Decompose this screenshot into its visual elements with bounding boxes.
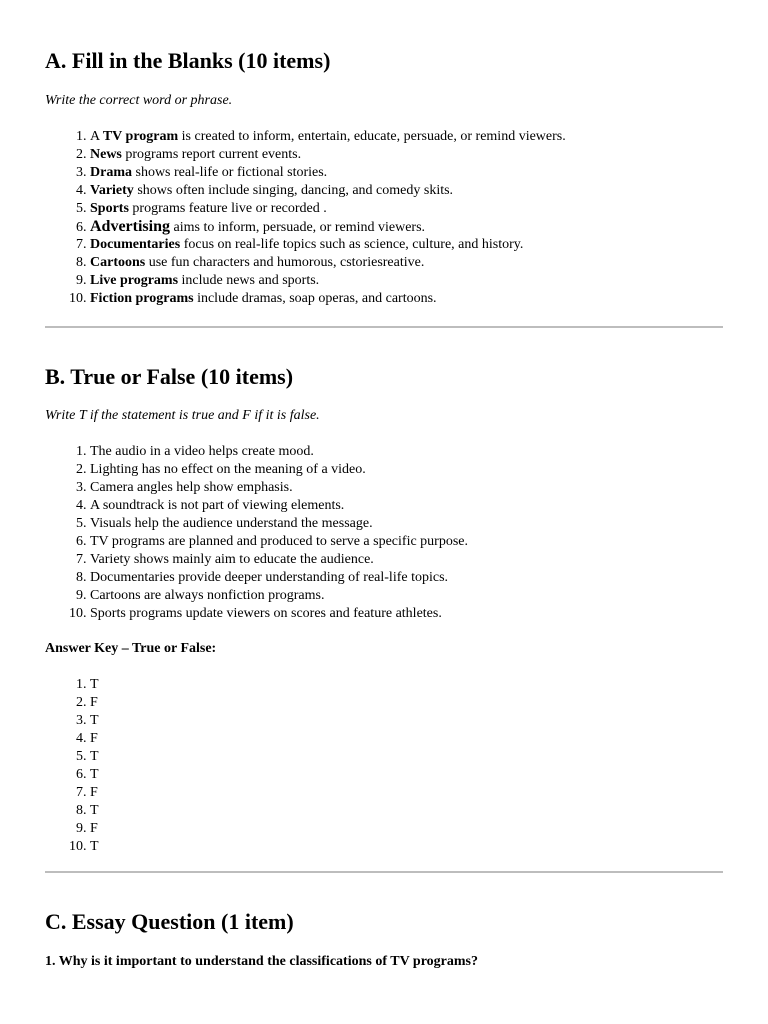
answer-key-item: 10. T: [90, 838, 99, 856]
item-text: shows real-life or fictional stories.: [132, 165, 328, 180]
item-term: Cartoons: [90, 255, 146, 270]
divider-1: [45, 326, 723, 328]
answer-key-list: [45, 676, 99, 856]
item-text: programs feature live or recorded .: [128, 201, 327, 216]
item-text: is created to inform, entertain, educate, persuade, or remind viewers.: [178, 129, 566, 144]
fill-blank-item: [90, 164, 566, 182]
section-a-title: A. Fill in the Blanks (10 items): [45, 48, 331, 73]
true-false-item: 6. TV programs are planned and produced to serve a specific purpose.: [90, 533, 468, 551]
item-text: include news and sports.: [178, 273, 320, 288]
section-c-title: C. Essay Question (1 item): [45, 909, 294, 934]
answer-key-item: 6. T: [90, 766, 99, 784]
item-term: TV program: [102, 129, 179, 144]
item-term: Fiction programs: [90, 291, 194, 306]
fill-blank-item: [90, 146, 566, 164]
true-false-item: 9. Cartoons are always nonfiction programs.: [90, 587, 468, 605]
section-a-instruction: Write the correct word or phrase.: [45, 93, 233, 108]
true-false-item: 3. Camera angles help show emphasis.: [90, 479, 468, 497]
true-false-item: 8. Documentaries provide deeper understanding of real-life topics.: [90, 569, 468, 587]
item-text: aims to inform, persuade, or remind viewers.: [170, 220, 426, 235]
item-term: Sports: [90, 201, 129, 216]
item-text: use fun characters and humorous, cstoriesreative.: [145, 255, 425, 270]
true-false-item: 7. Variety shows mainly aim to educate the audience.: [90, 551, 468, 569]
fill-blank-item: [90, 290, 566, 308]
item-text: programs report current events.: [121, 147, 302, 162]
true-false-item: 4. A soundtrack is not part of viewing elements.: [90, 497, 468, 515]
item-term: Drama: [90, 165, 132, 180]
answer-key-item: 4. F: [90, 730, 99, 748]
fill-blank-item: [90, 236, 566, 254]
item-term: Live programs: [90, 273, 179, 288]
item-term: Advertising: [90, 218, 170, 235]
answer-key-item: 3. T: [90, 712, 99, 730]
true-false-item: 2. Lighting has no effect on the meaning of a video.: [90, 461, 468, 479]
item-text: include dramas, soap operas, and cartoons.: [193, 291, 437, 306]
item-text: shows often include singing, dancing, and comedy skits.: [133, 183, 454, 198]
section-b-title: B. True or False (10 items): [45, 364, 294, 389]
fill-blank-item: [90, 218, 566, 236]
item-prefix: A: [90, 129, 103, 144]
true-false-list: [45, 443, 468, 623]
true-false-item: 1. The audio in a video helps create mood.: [90, 443, 468, 461]
answer-key-item: 5. T: [90, 748, 99, 766]
answer-key-item: 2. F: [90, 694, 99, 712]
answer-key-item: 9. F: [90, 820, 99, 838]
item-term: Variety: [90, 183, 134, 198]
divider-2: [45, 871, 723, 873]
item-term: Documentaries: [90, 237, 181, 252]
fill-blank-item: [90, 254, 566, 272]
true-false-item: 10. Sports programs update viewers on scores and feature athletes.: [90, 605, 468, 623]
essay-question: 1. Why is it important to understand the classifications of TV programs?: [45, 954, 478, 969]
item-text: focus on real-life topics such as science, culture, and history.: [180, 237, 524, 252]
true-false-item: 5. Visuals help the audience understand the message.: [90, 515, 468, 533]
answer-key-item: 7. F: [90, 784, 99, 802]
fill-blank-item: [90, 200, 566, 218]
answer-key-item: 1. T: [90, 676, 99, 694]
item-term: News: [90, 147, 122, 162]
fill-blanks-list: [45, 128, 566, 308]
fill-blank-item: [90, 272, 566, 290]
fill-blank-item: [90, 128, 566, 146]
fill-blank-item: [90, 182, 566, 200]
answer-key-title: Answer Key – True or False:: [45, 641, 217, 656]
answer-key-item: 8. T: [90, 802, 99, 820]
section-b-instruction: Write T if the statement is true and F if it is false.: [45, 408, 320, 423]
